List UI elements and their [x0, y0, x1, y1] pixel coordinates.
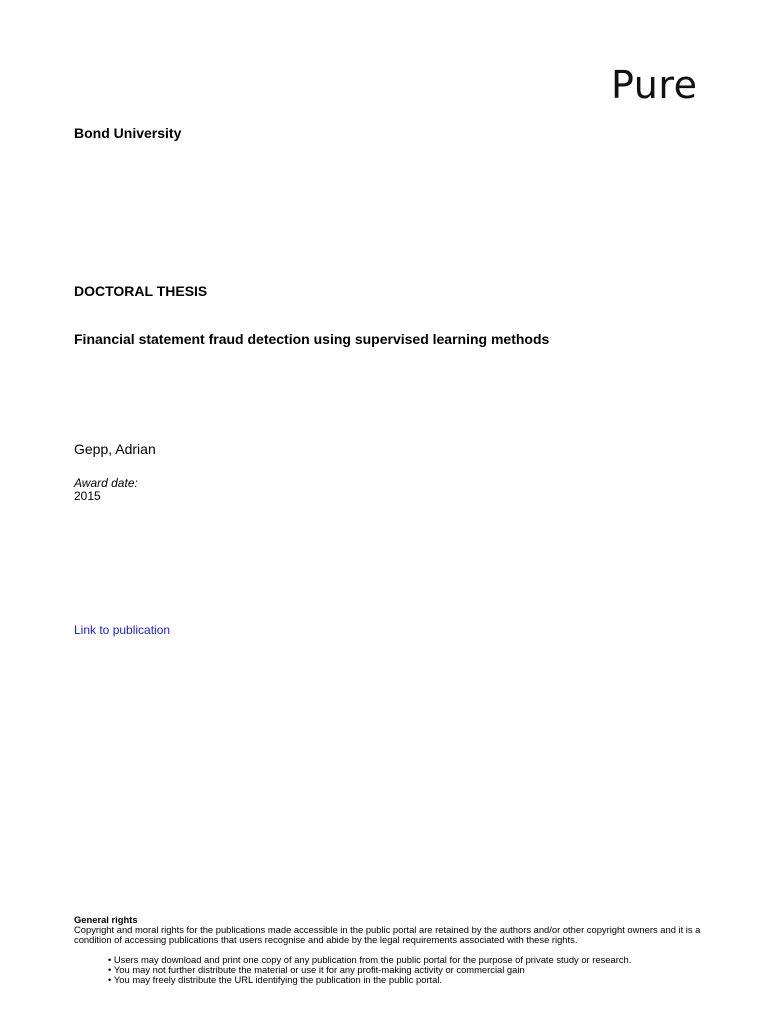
award-date-label: Award date:: [74, 476, 138, 490]
thesis-type: DOCTORAL THESIS: [74, 283, 208, 299]
rights-bullet-distribution: • You may not further distribute the material or use it for any profit-making activity or commercial gain: [108, 965, 734, 975]
rights-bullet-download: • Users may download and print one copy of any publication from the public portal for the purpose of private study or research.: [108, 955, 734, 965]
general-rights-heading: General rights: [74, 914, 138, 925]
institution-name: Bond University: [74, 125, 182, 141]
pure-logo: Pure: [611, 63, 698, 107]
rights-bullet-list: [108, 955, 734, 985]
thesis-title: Financial statement fraud detection using supervised learning methods: [74, 331, 550, 347]
general-rights-text: Copyright and moral rights for the publications made accessible in the public portal are retained by the authors and/or other copyright owners and it is a condition of accessing publications that users recognise and abide by the legal requirements associated with these rights.: [74, 924, 701, 945]
award-date-value: 2015: [74, 489, 101, 503]
link-to-publication[interactable]: Link to publication: [74, 623, 171, 637]
author-name: Gepp, Adrian: [74, 441, 156, 457]
general-rights-section: [74, 915, 734, 985]
rights-bullet-url: • You may freely distribute the URL identifying the publication in the public portal.: [108, 975, 734, 985]
